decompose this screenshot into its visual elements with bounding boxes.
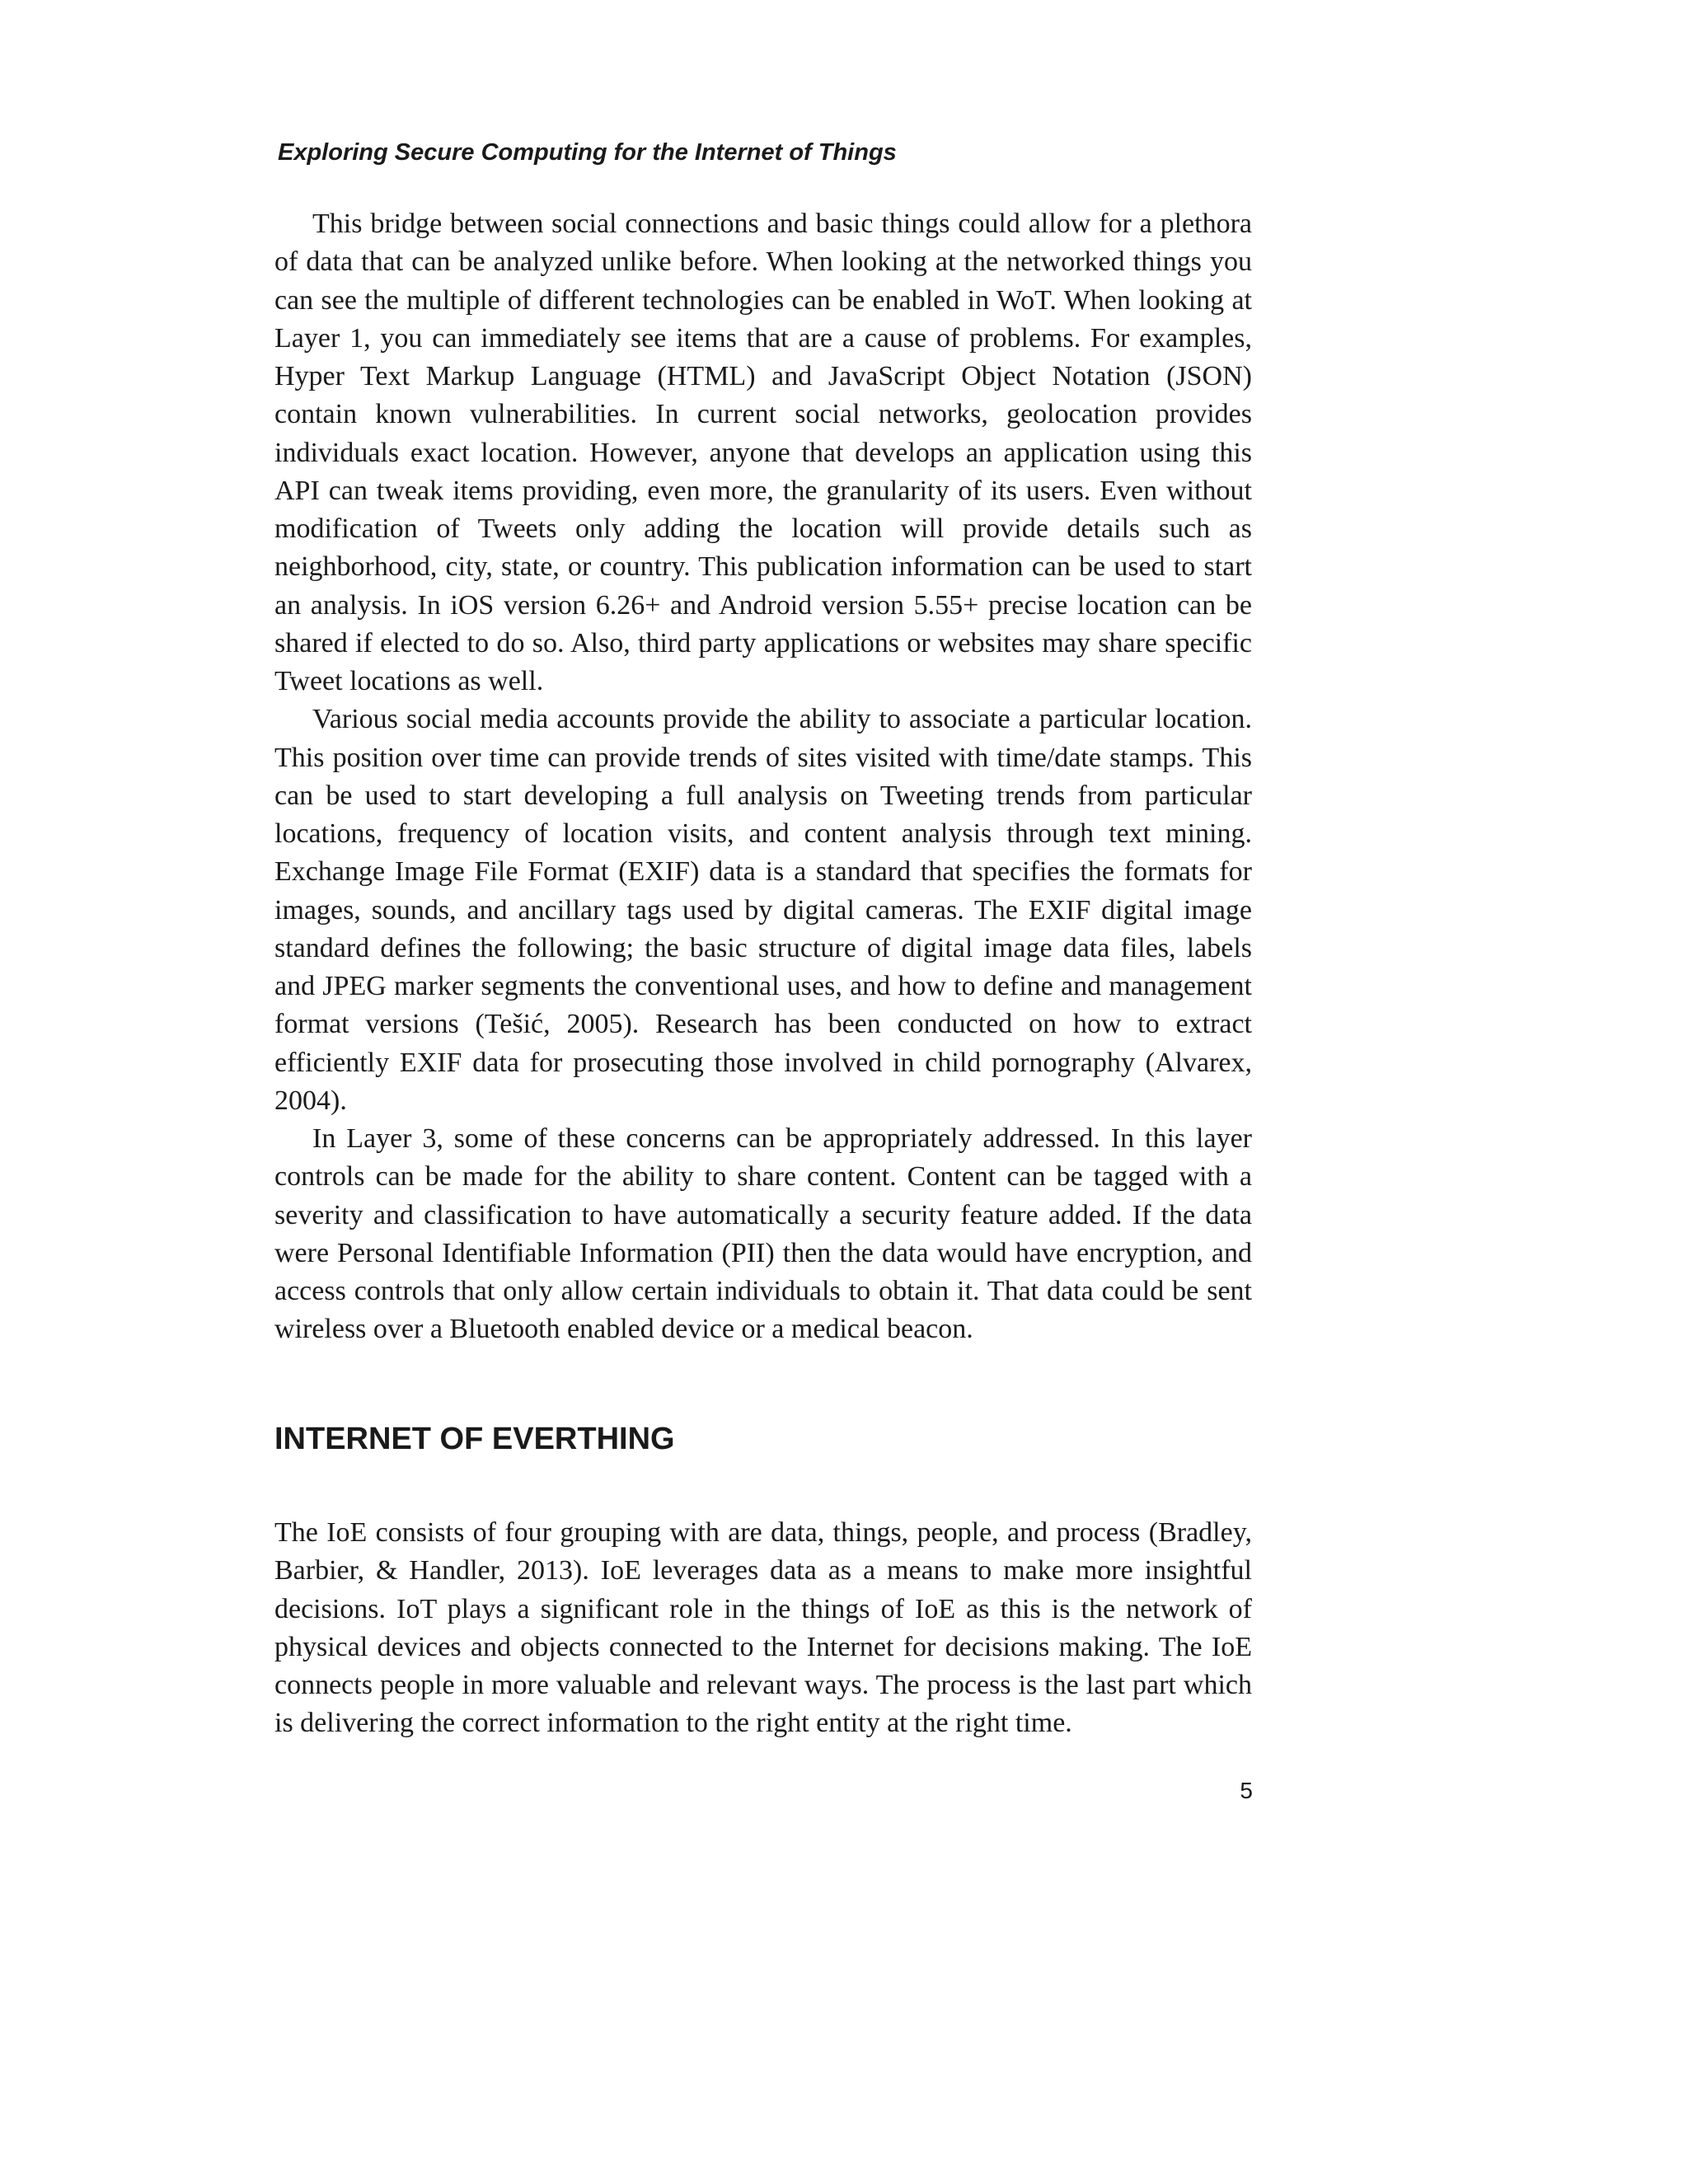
- section-text-block: [274, 1514, 1252, 1743]
- section-paragraph: The IoE consists of four grouping with are data, things, people, and process (Bradley, Barbier, & Handler, 2013). IoE leverages data as a means to make more insightful decisions. IoT plays a significant role in the things of IoE as this is the network of physical devices and objects connected to the Internet for decisions making. The IoE connects people in more valuable and relevant ways. The process is the last part which is delivering the correct information to the right entity at the right time.: [274, 1517, 1252, 1739]
- body-paragraph: This bridge between social connections and basic things could allow for a plethora of data that can be analyzed unlike before. When looking at the networked things you can see the multiple of different technologies can be enabled in WoT. When looking at Layer 1, you can immediately see items that are a cause of problems. For examples, Hyper Text Markup Language (HTML) and JavaScript Object Notation (JSON) contain known vulnerabilities. In current social networks, geolocation provides individuals exact location. However, anyone that develops an application using this API can tweak items providing, even more, the granularity of its users. Even without modification of Tweets only adding the location will provide details such as neighborhood, city, state, or country. This publication information can be used to start an analysis. In iOS version 6.26+ and Android version 5.55+ precise location can be shared if elected to do so. Also, third party applications or websites may share specific Tweet locations as well.: [274, 209, 1252, 696]
- section-heading: INTERNET OF EVERTHING: [274, 1422, 675, 1456]
- body-paragraph: Various social media accounts provide the ability to associate a particular location. This position over time can provide trends of sites visited with time/date stamps. This can be used to start developing a full analysis on Tweeting trends from particular locations, frequency of location visits, and content analysis through text mining. Exchange Image File Format (EXIF) data is a standard that specifies the formats for images, sounds, and ancillary tags used by digital cameras. The EXIF digital image standard defines the following; the basic structure of digital image data files, labels and JPEG marker segments the conventional uses, and how to define and management format versions (Tešić, 2005). Research has been conducted on how to extract efficiently EXIF data for prosecuting those involved in child pornography (Alvarex, 2004).: [274, 704, 1252, 1116]
- body-paragraph: In Layer 3, some of these concerns can be appropriately addressed. In this layer controls can be made for the ability to share content. Content can be tagged with a severity and classification to have automatically a security feature added. If the data were Personal Identifiable Information (PII) then the data would have encryption, and access controls that only allow certain individuals to obtain it. That data could be sent wireless over a Bluetooth enabled device or a medical beacon.: [274, 1123, 1252, 1345]
- running-head: Exploring Secure Computing for the Internet of Things: [278, 139, 897, 166]
- page-number: 5: [1240, 1778, 1253, 1803]
- body-text-block: [274, 205, 1252, 1349]
